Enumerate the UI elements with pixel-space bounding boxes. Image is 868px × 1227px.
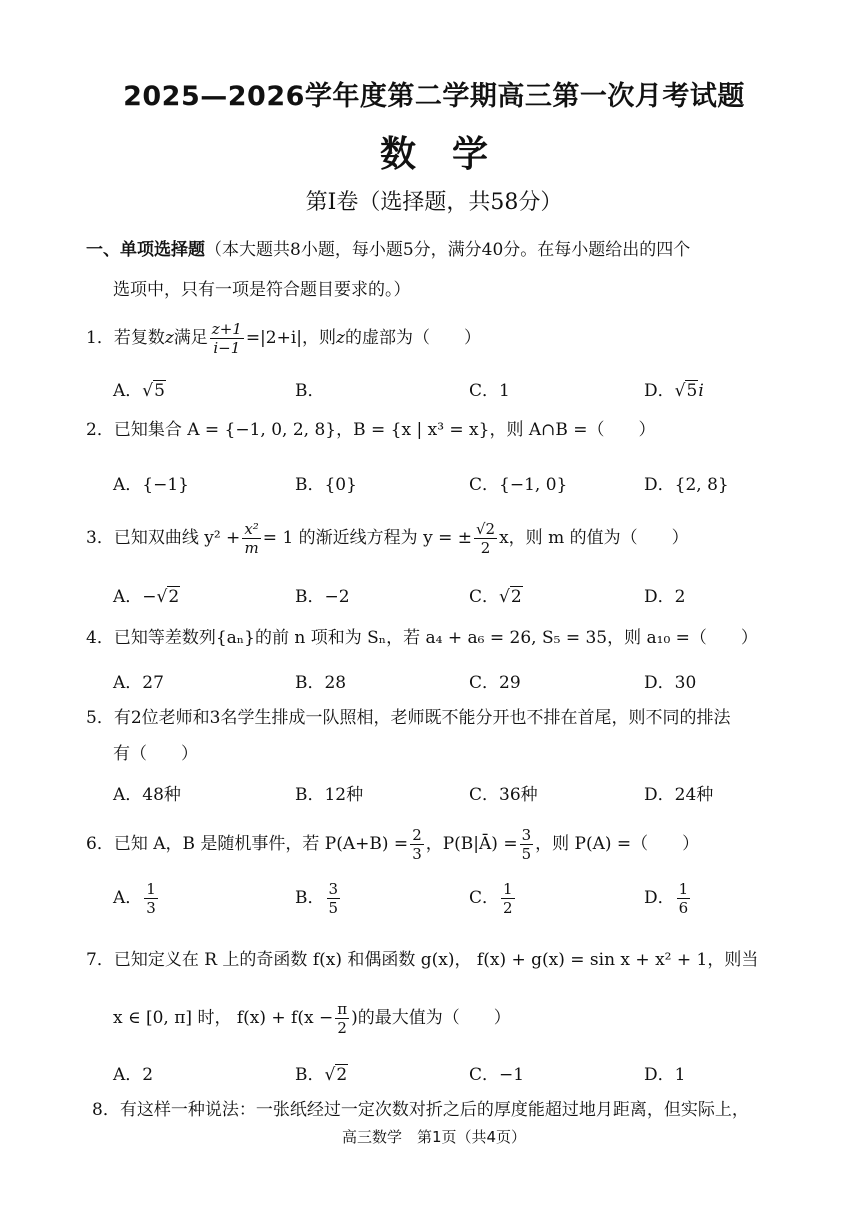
option-b[interactable]: B．√2	[295, 1065, 348, 1085]
options-6	[113, 880, 813, 924]
frac-num: z+1	[211, 320, 242, 338]
question-5: 5．有2位老师和3名学生排成一队照相，老师既不能分开也不排在首尾，则不同的排法	[86, 708, 731, 728]
q-text: 已知 A，B 是随机事件，若 P(A+B) =	[113, 834, 409, 854]
section-label: 一、单项选择题	[86, 240, 205, 260]
page-footer: 高三数学 第1页（共4页）	[341, 1128, 527, 1146]
question-8: 8．有这样一种说法：一张纸经过一定次数对折之后的厚度能超过地月距离，但实际上，	[92, 1100, 749, 1120]
option-b[interactable]: B．−2	[295, 587, 350, 607]
option-b[interactable]: B． $\frac{3}{5}$	[295, 880, 339, 917]
option-c[interactable]: C．36种	[469, 785, 538, 805]
q-text: 的虚部为（ ）	[344, 328, 481, 348]
option-a[interactable]: A．−√2	[113, 587, 180, 607]
q-text: =|2+i|，则	[245, 328, 337, 348]
q-text: 有2位老师和3名学生排成一队照相，老师既不能分开也不排在首尾，则不同的排法	[113, 708, 731, 728]
option-d[interactable]: D．1	[644, 1065, 686, 1085]
q-text: 已知集合 A = {−1, 0, 2, 8}，B = {x | x³ = x}，则 A∩B =（ ）	[113, 420, 656, 440]
fraction: $\frac{\pi}{2}$	[337, 1000, 348, 1037]
option-a[interactable]: A．√5	[113, 381, 165, 401]
option-a[interactable]: A．27	[113, 673, 164, 693]
sqrt: √5	[674, 381, 698, 401]
question-7-line2: x ∈ [0, π] 时， f(x) + f(x − $\frac{\pi}{2}$ )的最大值为（ ）	[113, 1000, 511, 1037]
option-a[interactable]: A．{−1}	[113, 475, 189, 495]
option-b[interactable]: B．28	[295, 673, 347, 693]
fraction: $\frac{2}{3}$	[412, 826, 422, 863]
options-7	[113, 1060, 813, 1090]
option-b[interactable]: B．12种	[295, 785, 364, 805]
section-heading	[86, 232, 786, 268]
q-text: 满足	[173, 328, 208, 348]
option-c[interactable]: C．1	[469, 381, 510, 401]
q-text: ，则 P(A) =（ ）	[535, 834, 700, 854]
fraction: $\frac{√2}{2}$	[475, 520, 496, 557]
frac-den: i−1	[213, 339, 241, 357]
option-d[interactable]: D．24种	[644, 785, 714, 805]
section-instructions-2: 选项中，只有一项是符合题目要求的。）	[113, 280, 411, 300]
fraction	[210, 320, 244, 357]
option-a[interactable]: A．2	[113, 1065, 154, 1085]
imag-unit: i	[698, 381, 704, 401]
options-3	[113, 582, 813, 612]
option-c[interactable]: C．29	[469, 673, 521, 693]
section-instructions: （本大题共8小题，每小题5分，满分40分。在每小题给出的四个	[205, 240, 691, 260]
subject-title: 数学	[379, 134, 524, 175]
option-c[interactable]: C．−1	[469, 1065, 525, 1085]
options-4	[113, 668, 813, 698]
q-var: z	[164, 328, 174, 348]
option-b[interactable]: B．{0}	[295, 475, 357, 495]
fraction: $\frac{\text{x²}}{m}$	[244, 520, 259, 557]
volume-title: 第Ⅰ卷（选择题，共58分）	[305, 190, 563, 215]
option-c[interactable]: C．√2	[469, 587, 522, 607]
options-5	[113, 780, 813, 810]
q-text: 已知双曲线 y² +	[113, 528, 241, 548]
sqrt: √2	[499, 587, 522, 607]
exam-title: 2025—2026学年度第二学期高三第一次月考试题	[123, 81, 745, 112]
option-a[interactable]: A．48种	[113, 785, 181, 805]
sqrt: √2	[324, 1065, 348, 1085]
question-6: 6．已知 A，B 是随机事件，若 P(A+B) = $\frac{2}{3}$ ，P(B|Ā) = $\frac{3}{5}$ ，则 P(A) =（ ）	[86, 826, 700, 863]
option-d[interactable]: D． $\frac{1}{6}$	[644, 880, 689, 917]
q-text: x，则 m 的值为（ ）	[499, 528, 689, 548]
question-3: 3．已知双曲线 y² + $\frac{\text{x²}}{m}$ = 1 的渐近线方程为 y = ± $\frac{√2}{2}$ x，则 m 的值为（ ）	[86, 520, 689, 557]
option-d[interactable]: D．√5i	[644, 381, 704, 401]
option-b[interactable]: B．	[295, 381, 325, 401]
q-text: = 1 的渐近线方程为 y = ±	[262, 528, 472, 548]
sqrt: √5	[142, 381, 165, 401]
sqrt: √2	[156, 587, 180, 607]
q-text: ，P(B|Ā) =	[425, 834, 518, 854]
options-1	[113, 376, 813, 406]
option-c[interactable]: C．{−1, 0}	[469, 475, 568, 495]
question-5-line2: 有（ ）	[113, 744, 198, 764]
q-text: 已知等差数列{aₙ}的前 n 项和为 Sₙ，若 a₄ + a₆ = 26, S₅ = 35，则 a₁₀ =（ ）	[113, 628, 758, 648]
option-d[interactable]: D．30	[644, 673, 697, 693]
question-4: 4．已知等差数列{aₙ}的前 n 项和为 Sₙ，若 a₄ + a₆ = 26, S₅ = 35，则 a₁₀ =（ ）	[86, 628, 758, 648]
question-2: 2．已知集合 A = {−1, 0, 2, 8}，B = {x | x³ = x}，则 A∩B =（ ）	[86, 420, 656, 440]
options-2	[113, 470, 813, 500]
q-text: 若复数	[113, 328, 165, 348]
q-number: 1．	[86, 328, 114, 348]
question-1	[86, 320, 786, 357]
fraction: $\frac{3}{5}$	[521, 826, 532, 863]
option-a[interactable]: A． $\frac{1}{3}$	[113, 880, 156, 917]
option-c[interactable]: C． $\frac{1}{2}$	[469, 880, 513, 917]
question-7: 7．已知定义在 R 上的奇函数 f(x) 和偶函数 g(x)， f(x) + g(x) = sin x + x² + 1，则当	[86, 950, 759, 970]
q-text: 已知定义在 R 上的奇函数 f(x) 和偶函数 g(x)， f(x) + g(x) = sin x + x² + 1，则当	[113, 950, 759, 970]
option-d[interactable]: D．{2, 8}	[644, 475, 729, 495]
option-d[interactable]: D．2	[644, 587, 686, 607]
q-text: 有这样一种说法：一张纸经过一定次数对折之后的厚度能超过地月距离，但实际上，	[119, 1100, 749, 1120]
q-var: z	[336, 328, 345, 348]
